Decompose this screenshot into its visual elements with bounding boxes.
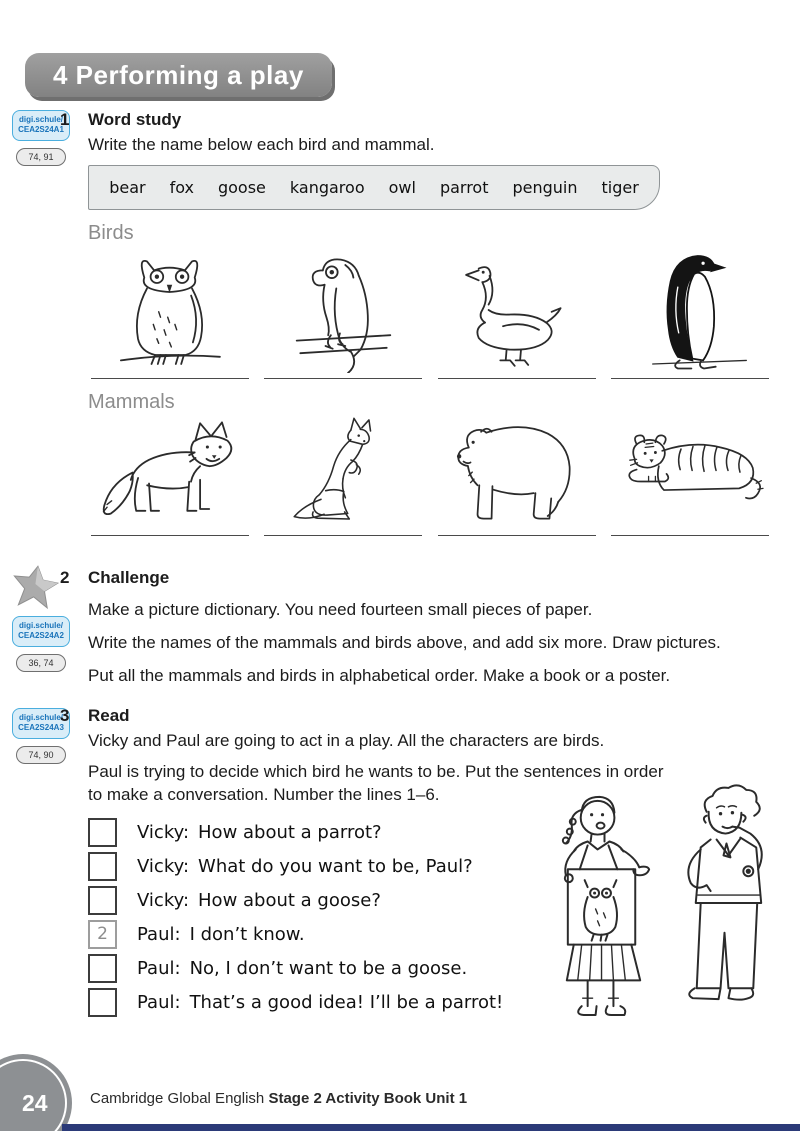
mammals-label: Mammals (88, 391, 175, 413)
section-number: 2 (60, 568, 70, 587)
dialogue-text: No, I don’t want to be a goose. (189, 957, 468, 979)
dialogue-text: How about a parrot? (198, 821, 382, 843)
answer-line-goose[interactable] (438, 378, 596, 379)
dialogue-text: I don’t know. (189, 923, 305, 945)
mammal-cell-kangaroo (262, 416, 426, 536)
tiger-illustration (611, 416, 769, 530)
bottom-bar (62, 1124, 800, 1131)
word-bank (88, 165, 660, 210)
bird-cell-parrot (262, 247, 426, 379)
goose-illustration (439, 247, 594, 373)
penguin-illustration (613, 247, 768, 373)
section-title: Read (88, 706, 130, 725)
parrot-illustration (266, 247, 421, 373)
badge-code-line: CEA2S24A2 (18, 631, 64, 641)
dialogue-line (137, 992, 503, 1013)
answer-box-2[interactable] (88, 852, 117, 881)
footer-series: Cambridge Global English (90, 1090, 269, 1107)
page-number: 24 (22, 1090, 48, 1116)
bird-cell-penguin (609, 247, 773, 379)
answer-box-6[interactable] (88, 988, 117, 1017)
word-bank-item: kangaroo (289, 178, 365, 197)
vicky-and-paul-illustration (536, 782, 794, 1020)
word-bank-item: goose (217, 178, 266, 197)
dialogue-speaker: Paul: (137, 957, 181, 979)
section-title: Challenge (88, 568, 170, 587)
answer-line-fox[interactable] (91, 535, 249, 536)
mammal-cell-bear (435, 416, 599, 536)
word-bank-item: fox (169, 178, 194, 197)
answer-line-parrot[interactable] (264, 378, 422, 379)
mammals-row (88, 416, 772, 536)
word-bank-item: penguin (512, 178, 578, 197)
dialogue-line (137, 890, 381, 911)
page-ref-badge-3: 74, 90 (16, 746, 66, 764)
dialogue-speaker: Vicky: (137, 889, 190, 911)
page-ref-badge-2: 36, 74 (16, 654, 66, 672)
section-1-word-study (60, 110, 772, 536)
dialogue-line (137, 924, 305, 945)
answer-box-1[interactable] (88, 818, 117, 847)
footer-text (90, 1090, 467, 1107)
dialogue-speaker: Vicky: (137, 855, 190, 877)
bird-cell-owl (88, 247, 252, 379)
answer-line-owl[interactable] (91, 378, 249, 379)
section-number: 1 (60, 110, 70, 129)
kangaroo-illustration (264, 416, 422, 530)
badge-url-line: digi.schule/ (18, 621, 63, 630)
read-instruction-line-1: Paul is trying to decide which bird he wants to be. Put the sentences in order (88, 762, 664, 781)
answer-box-5[interactable] (88, 954, 117, 983)
dialogue-speaker: Vicky: (137, 821, 190, 843)
answer-line-penguin[interactable] (611, 378, 769, 379)
challenge-line-2: Write the names of the mammals and birds above, and add six more. Draw pictures. (88, 633, 721, 652)
fox-illustration (91, 416, 249, 530)
word-bank-item: tiger (601, 178, 639, 197)
mammal-cell-fox (88, 416, 252, 536)
page-number-circle (0, 1054, 72, 1131)
footer-book: Stage 2 Activity Book Unit 1 (268, 1090, 468, 1107)
badge-url-line: digi.schule/ (18, 713, 63, 722)
dialogue-speaker: Paul: (137, 991, 181, 1013)
dialogue-text: How about a goose? (198, 889, 381, 911)
owl-illustration (92, 247, 247, 373)
dialogue-text: That’s a good idea! I’ll be a parrot! (189, 991, 504, 1013)
word-bank-item: parrot (439, 178, 489, 197)
badge-url-line: digi.schule/ (18, 115, 63, 124)
bear-illustration (438, 416, 596, 530)
star-icon (11, 563, 59, 611)
dialogue-line (137, 958, 467, 979)
section-number: 3 (60, 706, 70, 725)
birds-label: Birds (88, 222, 134, 244)
page-ref-badge-1: 74, 91 (16, 148, 66, 166)
read-intro: Vicky and Paul are going to act in a play. All the characters are birds. (88, 731, 605, 750)
badge-code-line: CEA2S24A1 (18, 125, 64, 135)
badge-code-line: CEA2S24A3 (18, 723, 64, 733)
challenge-line-3: Put all the mammals and birds in alphabetical order. Make a book or a poster. (88, 666, 671, 685)
dialogue-line (137, 822, 382, 843)
section-2-challenge (60, 568, 772, 687)
dialogue-line (137, 856, 473, 877)
answer-line-tiger[interactable] (611, 535, 769, 536)
unit-header-pill: 4 Performing a play (25, 53, 332, 97)
answer-line-bear[interactable] (438, 535, 596, 536)
answer-line-kangaroo[interactable] (264, 535, 422, 536)
section-title: Word study (88, 110, 182, 129)
dialogue-speaker: Paul: (137, 923, 181, 945)
answer-box-3[interactable] (88, 886, 117, 915)
challenge-line-1: Make a picture dictionary. You need fourteen small pieces of paper. (88, 600, 593, 619)
word-bank-item: owl (388, 178, 416, 197)
mammal-cell-tiger (609, 416, 773, 536)
dialogue-text: What do you want to be, Paul? (198, 855, 473, 877)
instruction-text: Write the name below each bird and mammal. (88, 135, 435, 154)
read-instruction-line-2: to make a conversation. Number the lines 1–6. (88, 785, 440, 804)
answer-box-4-example[interactable]: 2 (88, 920, 117, 949)
birds-row (88, 247, 772, 379)
word-bank-item: bear (109, 178, 146, 197)
bird-cell-goose (435, 247, 599, 379)
